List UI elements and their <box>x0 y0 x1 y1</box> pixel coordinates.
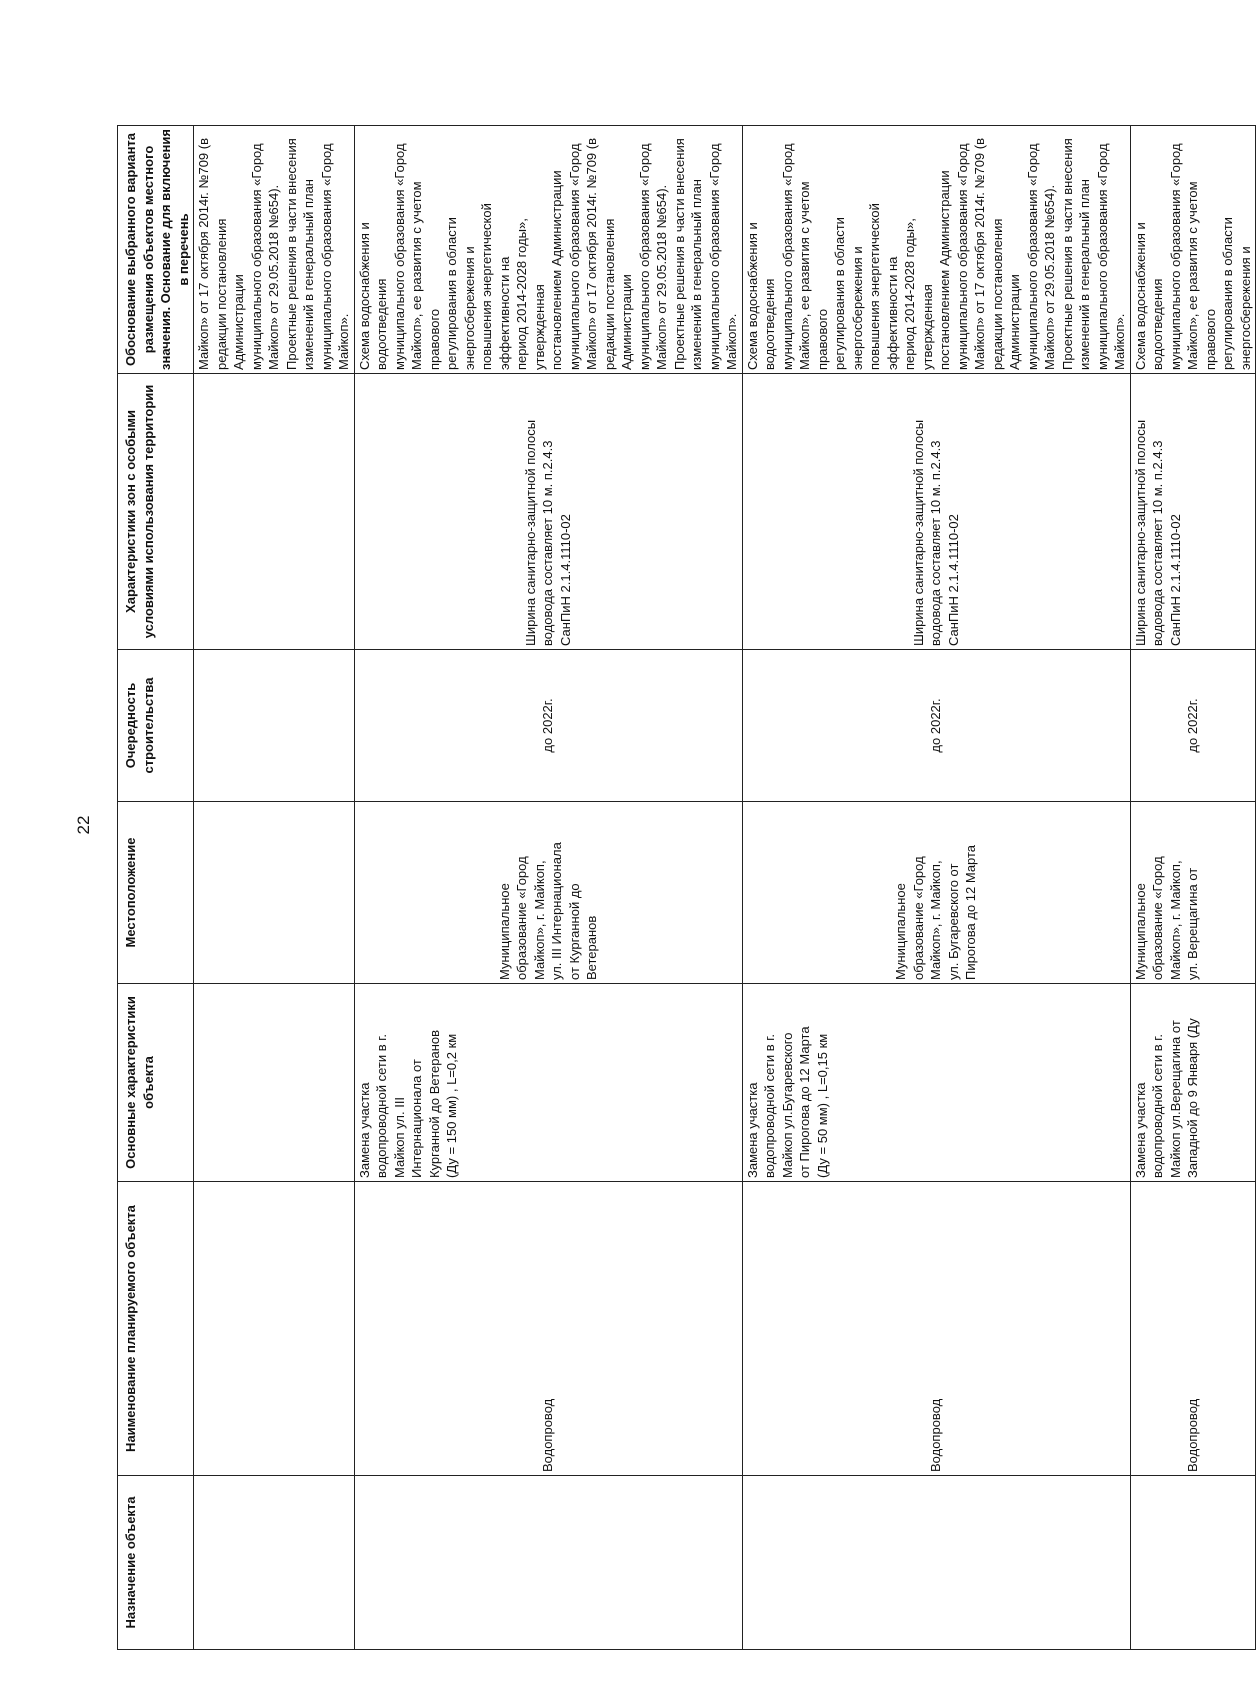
cell-schedule: до 2022г. <box>1130 650 1256 802</box>
cell-location: Муниципальное образование «Город Майкоп», г. Майкоп, ул. Верещагина от <box>1130 802 1256 984</box>
header-zones: Характеристики зон с особыми условиями использования территории <box>118 374 194 650</box>
cell-zones: Ширина санитарно-защитной полосы водовода составляет 10 м. п.2.4.3 СанПиН 2.1.4.1110-02 <box>354 374 742 650</box>
table-row <box>194 126 355 1650</box>
cell-schedule <box>194 650 355 802</box>
objects-table-wrapper <box>117 126 1253 1650</box>
cell-schedule: до 2022г. <box>742 650 1130 802</box>
cell-justification: Схема водоснабжения и водоотведения муниципального образования «Город Майкоп», ее развития с учетом правового регулирования в области энергосбережения и повышения энергетической эффективности на период 2014-2028 годы», утвержденная постановлением Администрации муниципального образования «Город Майкоп» от 17 октября 2014г. №709 (в редакции постановления Администрации муниципального образования «Город Майкоп» от 29.05.2018 №654). Проектные решения в части внесения изменений в генеральный план муниципального образования «Город Майкоп». <box>742 126 1130 374</box>
table-header-row <box>118 126 194 1650</box>
cell-characteristics: Замена участка водопроводной сети в г. Майкоп ул.Верещагина от Западной до 9 Января (Ду <box>1130 984 1256 1182</box>
cell-purpose <box>354 1476 742 1650</box>
header-location: Местоположение <box>118 802 194 984</box>
cell-characteristics: Замена участка водопроводной сети в г. Майкоп ул.Бугаревского от Пирогова до 12 Марта (Ду = 50 мм) , L=0,15 км <box>742 984 1130 1182</box>
cell-justification: Схема водоснабжения и водоотведения муниципального образования «Город Майкоп», ее развития с учетом правового регулирования в области энергосбережения и <box>1130 126 1256 374</box>
cell-name: Водопровод <box>354 1182 742 1476</box>
header-name: Наименование планируемого объекта <box>118 1182 194 1476</box>
cell-name: Водопровод <box>1130 1182 1256 1476</box>
cell-location: Муниципальное образование «Город Майкоп», г. Майкоп, ул. Бугаревского от Пирогова до 12 Марта <box>742 802 1130 984</box>
cell-characteristics <box>194 984 355 1182</box>
page-number: 22 <box>74 815 93 835</box>
objects-table <box>117 125 1256 1650</box>
cell-name: Водопровод <box>742 1182 1130 1476</box>
cell-justification: Майкоп» от 17 октября 2014г. №709 (в редакции постановления Администрации муниципального образования «Город Майкоп» от 29.05.2018 №654). Проектные решения в части внесения изменений в генеральный план муниципального образования «Город Майкоп». <box>194 126 355 374</box>
cell-purpose <box>1130 1476 1256 1650</box>
table-row <box>354 126 742 1650</box>
cell-purpose <box>742 1476 1130 1650</box>
cell-justification: Схема водоснабжения и водоотведения муниципального образования «Город Майкоп», ее развития с учетом правового регулирования в области энергосбережения и повышения энергетической эффективности на период 2014-2028 годы», утвержденная постановлением Администрации муниципального образования «Город Майкоп» от 17 октября 2014г. №709 (в редакции постановления Администрации муниципального образования «Город Майкоп» от 29.05.2018 №654). Проектные решения в части внесения изменений в генеральный план муниципального образования «Город Майкоп». <box>354 126 742 374</box>
header-schedule: Очередность строительства <box>118 650 194 802</box>
cell-zones: Ширина санитарно-защитной полосы водовода составляет 10 м. п.2.4.3 СанПиН 2.1.4.1110-02 <box>1130 374 1256 650</box>
cell-location <box>194 802 355 984</box>
cell-zones <box>194 374 355 650</box>
header-justification: Обоснование выбранного варианта размещения объектов местного значения. Основание для включения в перечень <box>118 126 194 374</box>
table-row <box>742 126 1130 1650</box>
cell-characteristics: Замена участка водопроводной сети в г. Майкоп ул. III Интернационала от Курганной до Ветеранов (Ду = 150 мм) , L=0,2 км <box>354 984 742 1182</box>
header-characteristics: Основные характеристики объекта <box>118 984 194 1182</box>
cell-purpose <box>194 1476 355 1650</box>
cell-zones: Ширина санитарно-защитной полосы водовода составляет 10 м. п.2.4.3 СанПиН 2.1.4.1110-02 <box>742 374 1130 650</box>
header-purpose: Назначение объекта <box>118 1476 194 1650</box>
cell-schedule: до 2022г. <box>354 650 742 802</box>
table-row <box>1130 126 1256 1650</box>
cell-name <box>194 1182 355 1476</box>
cell-location: Муниципальное образование «Город Майкоп», г. Майкоп, ул. III Интернационала от Курганной до Ветеранов <box>354 802 742 984</box>
